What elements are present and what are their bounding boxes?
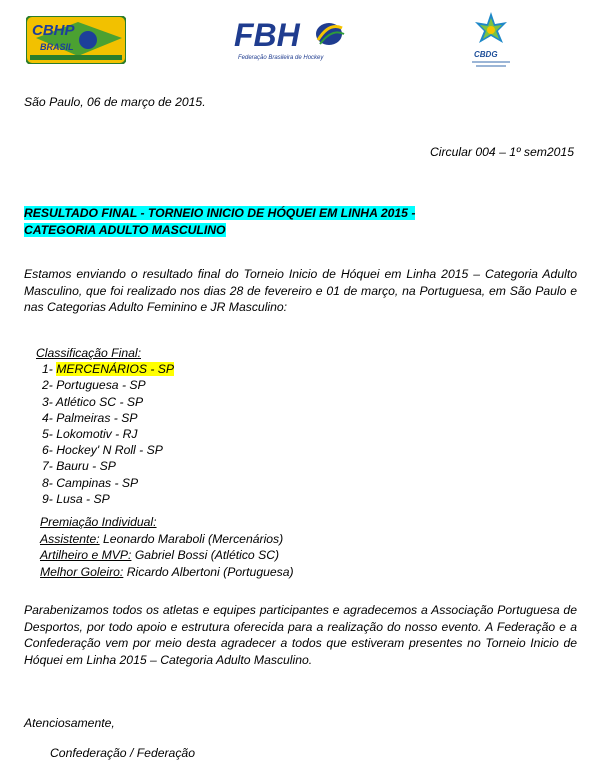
- award-label: Assistente:: [40, 531, 100, 546]
- document-title: [24, 205, 494, 239]
- award-label: Melhor Goleiro:: [40, 564, 124, 579]
- closing-paragraph: Parabenizamos todos os atletas e equipes participantes e agradecemos a Associação Portuguesa de Desportos, por todo apoio e estrutura oferecida para a realização do nosso evento. A Federação e a Confederação vem por meio desta agradecer a todos que estiveram presentes no Torneio Inicio de Hóquei em Linha 2015 – Categoria Adulto Masculino.: [24, 603, 577, 667]
- signature: Confederação / Federação: [50, 746, 195, 760]
- award-value: Leonardo Maraboli (Mercenários): [103, 531, 284, 546]
- award-label: Artilheiro e MVP:: [40, 548, 132, 562]
- classification-item: 7- Bauru - SP: [42, 459, 116, 474]
- cbdg-logo: [466, 8, 516, 70]
- title-line-1: RESULTADO FINAL - TORNEIO INICIO DE HÓQUEI EM LINHA 2015 -: [24, 206, 416, 220]
- circular-number: Circular 004 – 1º sem2015: [429, 145, 574, 159]
- classification-item: 9- Lusa - SP: [42, 491, 110, 506]
- award-item: [40, 564, 294, 581]
- fbh-logo-text: FBH: [234, 17, 300, 53]
- classification-item: 3- Atlético SC - SP: [42, 394, 144, 409]
- champion-team: MERCENÁRIOS - SP: [56, 362, 175, 377]
- cbdg-logo-text: CBDG: [474, 50, 498, 59]
- letter-date: São Paulo, 06 de março de 2015.: [24, 95, 206, 109]
- awards-heading: Premiação Individual:: [40, 515, 157, 529]
- award-value: Ricardo Albertoni (Portuguesa): [126, 564, 294, 579]
- classification-list: [36, 361, 174, 507]
- award-value: Gabriel Bossi (Atlético SC): [134, 548, 280, 562]
- award-item: [40, 547, 294, 564]
- classification-item: 1- MERCENÁRIOS - SP: [42, 362, 175, 377]
- classification-item: 4- Palmeiras - SP: [42, 410, 138, 425]
- title-line-2: CATEGORIA ADULTO MASCULINO: [24, 223, 226, 237]
- classification-item: 6- Hockey' N Roll - SP: [42, 443, 163, 458]
- fbh-logo-subtitle: Federação Brasileira de Hockey: [238, 55, 324, 61]
- fbh-logo: [232, 14, 350, 62]
- intro-paragraph: Estamos enviando o resultado final do Torneio Inicio de Hóquei em Linha 2015 – Categoria Adulto Masculino, que foi realizado nos dias 28 de fevereiro e 01 de março, na Portuguesa, em São Paulo e nas Categorias Adulto Feminino e JR Masculino:: [24, 267, 577, 314]
- cbhp-logo-subtext: BRASIL: [40, 42, 74, 52]
- signoff: Atenciosamente,: [24, 716, 115, 730]
- cbhp-logo-text: CBHP: [32, 22, 75, 39]
- classification-heading: Classificação Final:: [36, 346, 141, 360]
- classification-item: 5- Lokomotiv - RJ: [42, 427, 138, 442]
- final-classification: [36, 345, 174, 507]
- classification-item: 2- Portuguesa - SP: [42, 378, 146, 393]
- individual-awards: [40, 514, 294, 580]
- cbhp-logo: [26, 16, 126, 64]
- award-item: [40, 531, 294, 548]
- classification-item: 8- Campinas - SP: [42, 475, 139, 490]
